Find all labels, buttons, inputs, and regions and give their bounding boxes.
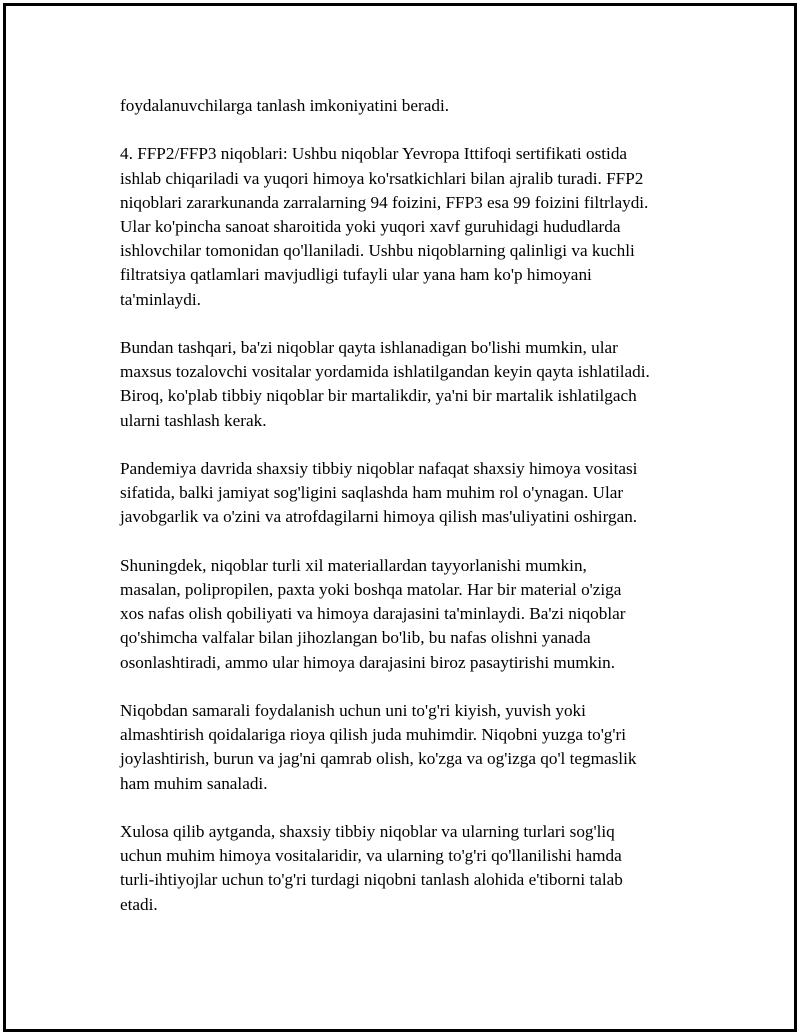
- document-body: [120, 94, 700, 941]
- paragraph-usage-rules: Niqobdan samarali foydalanish uchun uni to'g'ri kiyish, yuvish yoki almashtirish qoidalariga rioya qilish juda muhimdir. Niqobni yuzga to'g'ri joylashtirish, burun va jag'ni qamrab olish, ko'zga va og'izga qo'l tegmaslik ham muhim sanaladi.: [120, 701, 637, 793]
- paragraph-continuation: foydalanuvchilarga tanlash imkoniyatini beradi.: [120, 96, 450, 115]
- paragraph-materials: Shuningdek, niqoblar turli xil materiallardan tayyorlanishi mumkin, masalan, polipropilen, paxta yoki boshqa matolar. Har bir material o'ziga xos nafas olish qobiliyati va himoya darajasini ta'minlaydi. Ba'zi niqoblar qo'shimcha valfalar bilan jihozlangan bo'lib, bu nafas olishni yanada osonlashtiradi, ammo ular himoya darajasini biroz pasaytirishi mumkin.: [120, 555, 626, 672]
- paragraph-conclusion: Xulosa qilib aytganda, shaxsiy tibbiy niqoblar va ularning turlari sog'liq uchun muhim himoya vositalaridir, va ularning to'g'ri qo'llanilishi hamda turli-ihtiyojlar uchun to'g'ri turdagi niqobni tanlash alohida e'tiborni talab etadi.: [120, 822, 623, 914]
- paragraph-ffp-masks: 4. FFP2/FFP3 niqoblari: Ushbu niqoblar Yevropa Ittifoqi sertifikati ostida ishlab chiqariladi va yuqori himoya ko'rsatkichlari bilan ajralib turadi. FFP2 niqoblari zararkunanda zarralarning 94 foizini, FFP3 esa 99 foizini filtrlaydi. Ular ko'pincha sanoat sharoitida yoki yuqori xavf guruhidagi hududlarda ishlovchilar tomonidan qo'llaniladi. Ushbu niqoblarning qalinligi va kuchli filtratsiya qatlamlari mavjudligi tufayli ular yana ham ko'p himoyani ta'minlaydi.: [120, 144, 649, 309]
- paragraph-pandemic: Pandemiya davrida shaxsiy tibbiy niqoblar nafaqat shaxsiy himoya vositasi sifatida, balki jamiyat sog'ligini saqlashda ham muhim rol o'ynagan. Ular javobgarlik va o'zini va atrofdagilarni himoya qilish mas'uliyatini oshirgan.: [120, 459, 638, 527]
- paragraph-reusable-masks: Bundan tashqari, ba'zi niqoblar qayta ishlanadigan bo'lishi mumkin, ular maxsus tozalovchi vositalar yordamida ishlatilgandan keyin qayta ishlatiladi. Biroq, ko'plab tibbiy niqoblar bir martalikdir, ya'ni bir martalik ishlatilgach ularni tashlash kerak.: [120, 338, 650, 430]
- page-frame: [3, 3, 797, 1032]
